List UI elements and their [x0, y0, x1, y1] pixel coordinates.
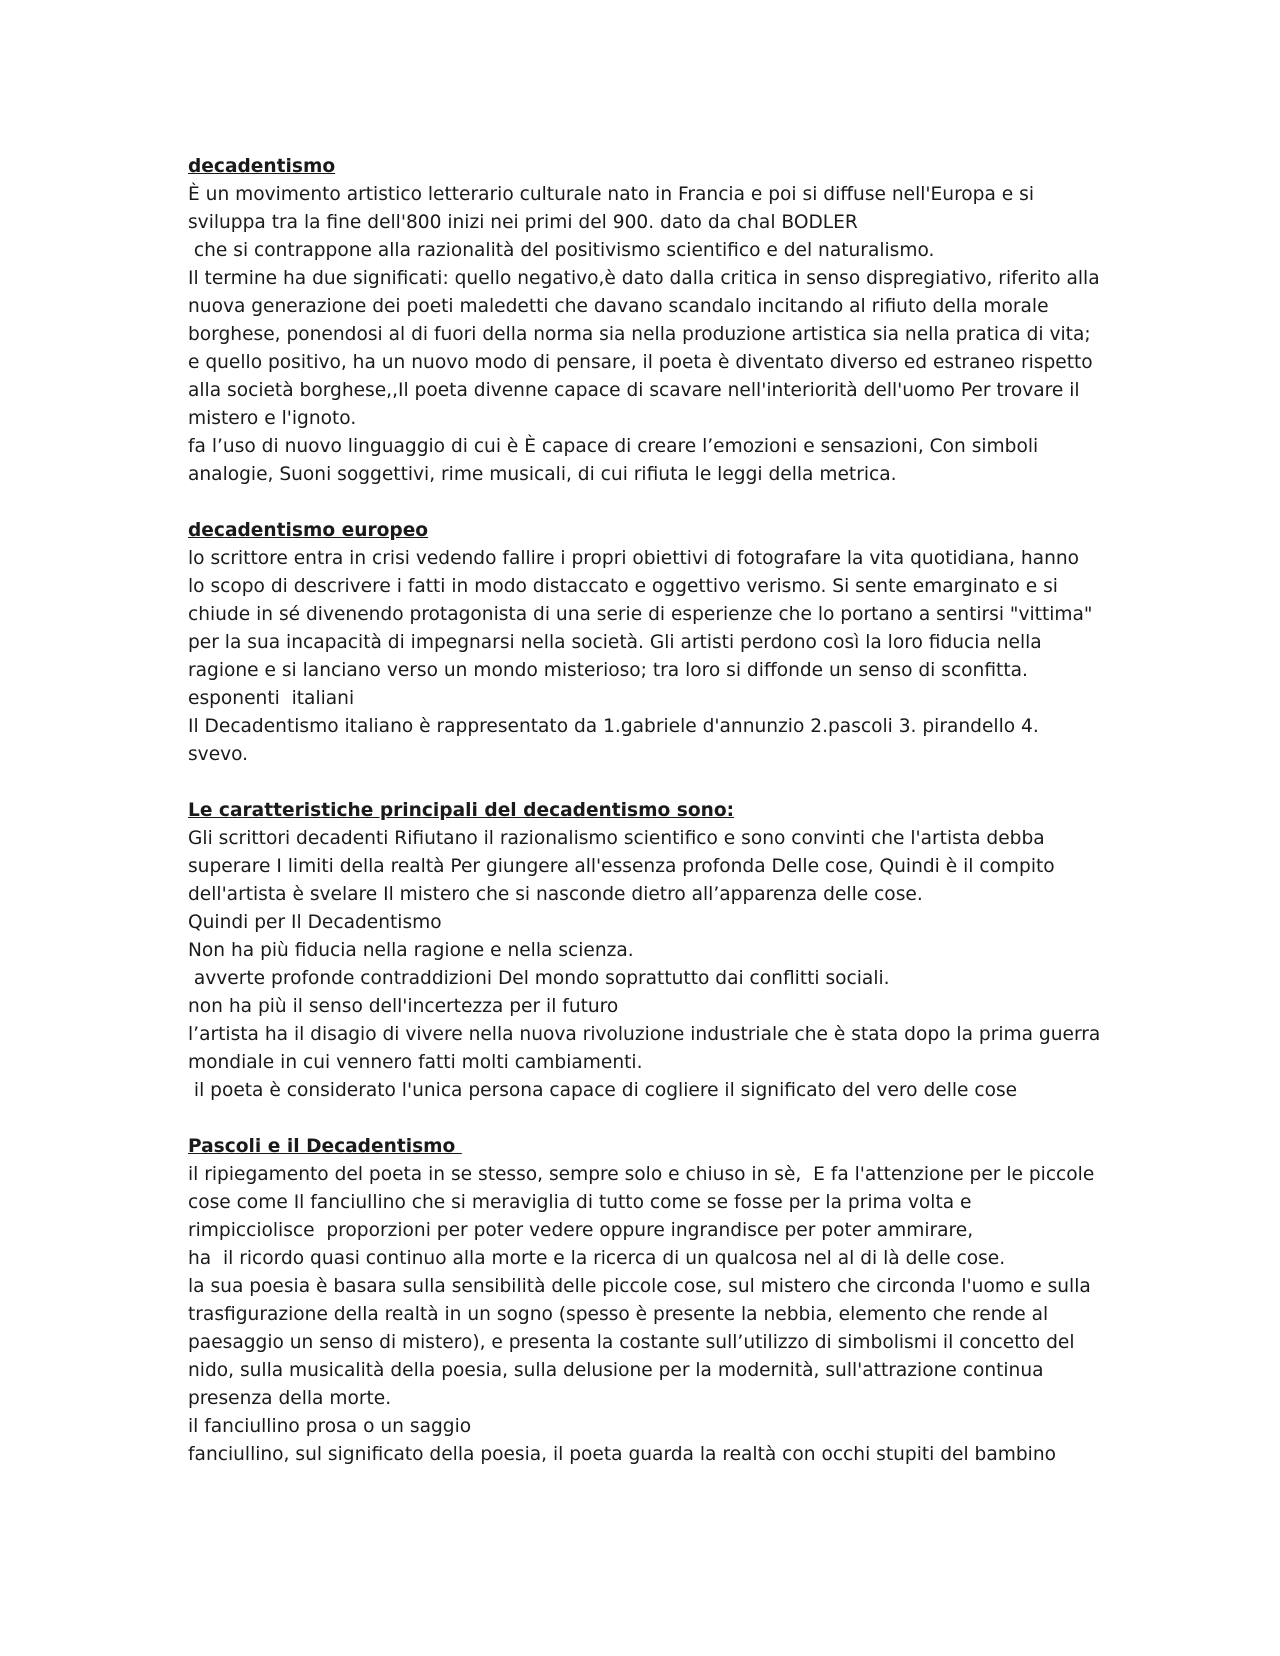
section-caratteristiche: [188, 797, 1108, 1105]
paragraph-line: l’artista ha il disagio di vivere nella nuova rivoluzione industriale che è stata dopo la prima guerra: [188, 1024, 1101, 1045]
paragraph-line: avverte profonde contraddizioni Del mondo soprattutto dai conflitti sociali.: [188, 968, 890, 989]
paragraph-line: rimpicciolisce proporzioni per poter vedere oppure ingrandisce per poter ammirare,: [188, 1220, 974, 1241]
section-heading: Le caratteristiche principali del decadentismo sono:: [188, 800, 735, 821]
paragraph-line: il poeta è considerato l'unica persona capace di cogliere il significato del vero delle cose: [188, 1080, 1018, 1101]
section-heading: decadentismo: [188, 156, 336, 177]
paragraph-line: sviluppa tra la fine dell'800 inizi nei primi del 900. dato da chal BODLER: [188, 212, 858, 233]
section-spacer: [188, 769, 1108, 797]
paragraph-line: cose come Il fanciullino che si meraviglia di tutto come se fosse per la prima volta e: [188, 1192, 972, 1213]
section-decadentismo: [188, 153, 1108, 489]
paragraph-line: trasfigurazione della realtà in un sogno (spesso è presente la nebbia, elemento che rende al: [188, 1304, 1049, 1325]
paragraph-line: Il Decadentismo italiano è rappresentato da 1.gabriele d'annunzio 2.pascoli 3. pirandello 4.: [188, 716, 1039, 737]
paragraph-line: È un movimento artistico letterario culturale nato in Francia e poi si diffuse nell'Europa e si: [188, 184, 1034, 205]
paragraph-line: mondiale in cui vennero fatti molti cambiamenti.: [188, 1052, 643, 1073]
paragraph-line: chiude in sé divenendo protagonista di una serie di esperienze che lo portano a sentirsi "vittima": [188, 604, 1093, 625]
paragraph-line: ragione e si lanciano verso un mondo misterioso; tra loro si diffonde un senso di sconfitta.: [188, 660, 1028, 681]
paragraph-line: dell'artista è svelare Il mistero che si nasconde dietro all’apparenza delle cose.: [188, 884, 923, 905]
document-page: [188, 153, 1108, 1469]
paragraph-line: lo scopo di descrivere i fatti in modo distaccato e oggettivo verismo. Si sente emarginato e si: [188, 576, 1058, 597]
paragraph-line: lo scrittore entra in crisi vedendo fallire i propri obiettivi di fotografare la vita quotidiana, hanno: [188, 548, 1080, 569]
section-spacer: [188, 1105, 1108, 1133]
paragraph-line: fanciullino, sul significato della poesia, il poeta guarda la realtà con occhi stupiti del bambino: [188, 1444, 1056, 1465]
paragraph-line: il ripiegamento del poeta in se stesso, sempre solo e chiuso in sè, E fa l'attenzione per le piccole: [188, 1164, 1095, 1185]
paragraph-line: fa l’uso di nuovo linguaggio di cui è È capace di creare l’emozioni e sensazioni, Con simboli: [188, 436, 1039, 457]
paragraph-line: e quello positivo, ha un nuovo modo di pensare, il poeta è diventato diverso ed estraneo rispetto: [188, 352, 1093, 373]
paragraph-line: svevo.: [188, 744, 249, 765]
paragraph-line: alla società borghese,,Il poeta divenne capace di scavare nell'interiorità dell'uomo Per trovare il: [188, 380, 1080, 401]
paragraph-line: Quindi per Il Decadentismo: [188, 912, 442, 933]
paragraph-line: la sua poesia è basara sulla sensibilità delle piccole cose, sul mistero che circonda l'uomo e sulla: [188, 1276, 1091, 1297]
paragraph-line: mistero e l'ignoto.: [188, 408, 357, 429]
paragraph-line: nuova generazione dei poeti maledetti che davano scandalo incitando al rifiuto della morale: [188, 296, 1049, 317]
section-heading: Pascoli e il Decadentismo: [188, 1136, 462, 1157]
paragraph-line: che si contrappone alla razionalità del positivismo scientifico e del naturalismo.: [188, 240, 935, 261]
paragraph-line: Il termine ha due significati: quello negativo,è dato dalla critica in senso dispregiativo, riferito alla: [188, 268, 1100, 289]
paragraph-line: paesaggio un senso di mistero), e presenta la costante sull’utilizzo di simbolismi il concetto del: [188, 1332, 1075, 1353]
paragraph-line: Non ha più fiducia nella ragione e nella scienza.: [188, 940, 634, 961]
paragraph-line: il fanciullino prosa o un saggio: [188, 1416, 472, 1437]
paragraph-line: superare I limiti della realtà Per giungere all'essenza profonda Delle cose, Quindi è il compito: [188, 856, 1055, 877]
paragraph-line: nido, sulla musicalità della poesia, sulla delusione per la modernità, sull'attrazione continua: [188, 1360, 1044, 1381]
section-pascoli: [188, 1133, 1108, 1469]
paragraph-line: presenza della morte.: [188, 1388, 392, 1409]
paragraph-line: esponenti italiani: [188, 688, 355, 709]
paragraph-line: non ha più il senso dell'incertezza per il futuro: [188, 996, 619, 1017]
section-heading: decadentismo europeo: [188, 520, 429, 541]
paragraph-line: borghese, ponendosi al di fuori della norma sia nella produzione artistica sia nella pratica di vita;: [188, 324, 1091, 345]
paragraph-line: ha il ricordo quasi continuo alla morte e la ricerca di un qualcosa nel al di là delle cose.: [188, 1248, 1006, 1269]
paragraph-line: Gli scrittori decadenti Rifiutano il razionalismo scientifico e sono convinti che l'artista debba: [188, 828, 1045, 849]
section-spacer: [188, 489, 1108, 517]
paragraph-line: analogie, Suoni soggettivi, rime musicali, di cui rifiuta le leggi della metrica.: [188, 464, 897, 485]
section-decadentismo-europeo: [188, 517, 1108, 769]
paragraph-line: per la sua incapacità di impegnarsi nella società. Gli artisti perdono così la loro fiducia nella: [188, 632, 1042, 653]
